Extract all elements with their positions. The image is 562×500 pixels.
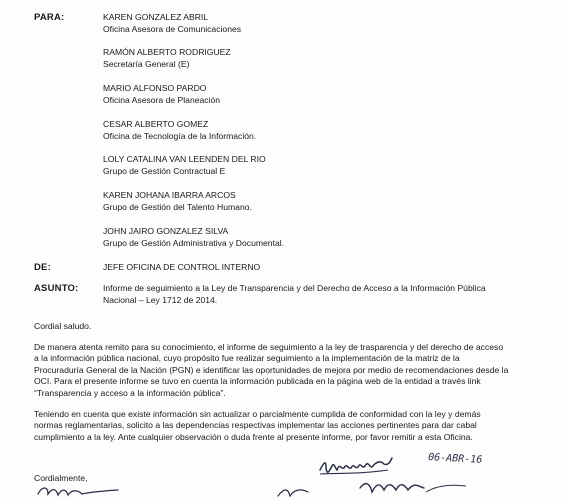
paragraph-1 [34,342,549,399]
recipient-name: MARIO ALFONSO PARDO [103,83,207,93]
recipient-name: KAREN GONZALEZ ABRIL [103,12,209,22]
recipient-5 [103,153,266,177]
recipient-office: Secretaría General (E) [103,59,190,69]
handwritten-initials [30,482,150,500]
recipient-4 [103,118,256,142]
recipient-3 [103,82,220,106]
recipient-office: Grupo de Gestión Administrativa y Documental. [103,238,285,248]
closing: Cordialmente, [34,473,88,483]
recipient-7 [103,225,284,249]
paragraph-line: “Transparencia y acceso a la información pública”. [34,387,226,398]
recipient-name: JOHN JAIRO GONZALEZ SILVA [103,226,229,236]
recipient-6 [103,189,252,213]
recipient-office: Oficina Asesora de Planeación [103,95,221,105]
greeting: Cordial saludo. [34,321,92,331]
paragraph-line: Procuraduría General de la Nación (PGN) e identificar las oportunidades de mejora por medio de recomendaciones desde la [34,364,509,375]
para-label: PARA: [34,12,65,23]
paragraph-line: OCI. Para el presente informe se tuvo en cuenta la información publicada en la página web de la entidad a través link [34,376,481,387]
subject-line: Informe de seguimiento a la Ley de Transparencia y del Derecho de Acceso a la Información Pública [103,283,486,293]
paragraph-line: Teniendo en cuenta que existe información sin actualizar o parcialmente cumplida de conformidad con la ley y demás [34,409,481,419]
recipient-office: Grupo de Gestión del Talento Humano. [103,202,252,212]
paragraph-line: cumplimiento a la ley. Ante cualquier observación o duda frente al presente informe, por favor remitir a esta Oficina. [34,431,473,442]
recipient-name: CESAR ALBERTO GOMEZ [103,119,209,129]
handwritten-mark [274,484,314,500]
signature-date: 06-ABR-16 [427,452,483,466]
asunto-label: ASUNTO: [34,283,79,294]
sender: JEFE OFICINA DE CONTROL INTERNO [103,262,261,272]
recipient-name: RAMÓN ALBERTO RODRIGUEZ [103,47,231,57]
paragraph-line: normas reglamentarias, solicito a las dependencias respectivas implementar las acciones pertinentes para dar cabal [34,420,477,431]
paragraph-line: a la información pública nacional, cuyo propósito fue realizar seguimiento a la implementación de la matriz de la [34,353,460,364]
subject [103,282,486,306]
paragraph-2 [34,409,549,443]
de-label: DE: [34,262,51,273]
paragraph-line: De manera atenta remito para su conocimiento, el informe de seguimiento a la ley de trasparencia y del derecho de acceso [34,342,504,352]
recipient-1 [103,11,241,35]
recipient-office: Grupo de Gestión Contractual E [103,166,226,176]
recipient-name: LOLY CATALINA VAN LEENDEN DEL RIO [103,154,266,164]
subject-line: Nacional – Ley 1712 de 2014. [103,295,218,305]
handwritten-signature-main [300,440,562,500]
recipient-office: Oficina Asesora de Comunicaciones [103,24,242,34]
recipient-2 [103,46,231,70]
recipient-office: Oficina de Tecnología de la Información. [103,131,257,141]
recipient-name: KAREN JOHANA IBARRA ARCOS [103,190,236,200]
